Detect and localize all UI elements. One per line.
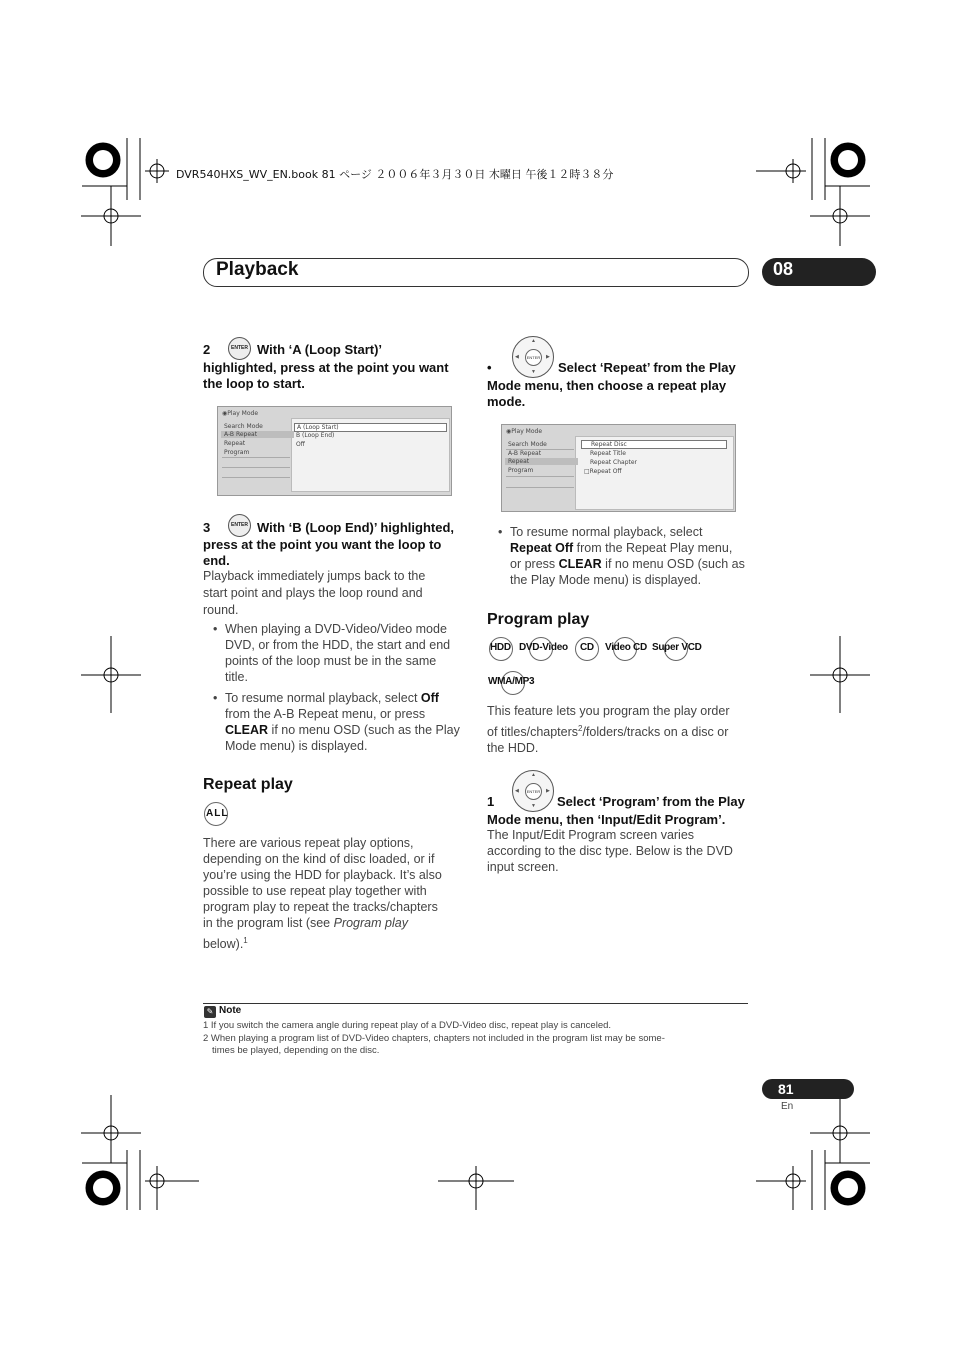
step3-text-line3: end.: [203, 553, 230, 568]
osd-item-search-mode: Search Mode: [508, 441, 547, 448]
osd-item-search-mode: Search Mode: [224, 423, 263, 430]
note-heading: Note: [219, 1005, 242, 1016]
osd-item-repeat: Repeat: [505, 458, 578, 465]
section-title: Playback: [216, 259, 299, 280]
page-number: 81: [778, 1081, 794, 1097]
osd-screen-repeat: [501, 424, 736, 512]
jog-dial-enter-icon: ▲ ▼ ◀ ▶ ENTER: [512, 770, 554, 812]
badge-dvd-video: DVD-Video: [519, 642, 568, 653]
bullet-dot: •: [213, 622, 218, 636]
bullet-same-title: When playing a DVD-Video/Video mode DVD, or from the HDD, the start and end points of the loop must be in the same title.: [225, 622, 451, 684]
footnote-2a: 2 When playing a program list of DVD-Video chapters, chapters not included in the program list may be some-: [203, 1033, 665, 1044]
osd-item-ab-repeat: A-B Repeat: [508, 450, 542, 457]
osd-option-a-loop-start: A (Loop Start): [294, 423, 447, 432]
osd-title: ◉Play Mode: [506, 428, 543, 435]
repeat-play-heading: Repeat play: [203, 776, 293, 793]
step1-text-line1: Select ‘Program’ from the Play: [557, 794, 745, 809]
repeat-body: There are various repeat play options, depending on the kind of disc loaded, or if you’re using the HDD for playback. It’s also possible to use repeat play together with program play to repeat the tracks/chapters in the program list (see Program play below).$^1$: [203, 836, 442, 952]
disc-icon: ◉: [506, 428, 512, 435]
page-number-tab: [762, 1079, 854, 1099]
footnote-2b: times be played, depending on the disc.: [212, 1045, 380, 1056]
osd-item-ab-repeat: A-B Repeat: [221, 431, 294, 438]
bullet-dot: •: [213, 691, 218, 705]
osd-item-program: Program: [224, 449, 250, 456]
osd-option-repeat-disc: Repeat Disc: [581, 440, 727, 449]
osd-screen-ab-repeat: [217, 406, 452, 496]
step3-number: 3: [203, 520, 211, 535]
step2-text-line1: With ‘A (Loop Start)’: [257, 342, 383, 357]
note-divider: [203, 1003, 748, 1004]
osd-title: ◉Play Mode: [222, 410, 259, 417]
program-play-heading: Program play: [487, 611, 590, 628]
page-language: En: [781, 1101, 794, 1112]
badge-hdd: HDD: [490, 642, 511, 653]
osd-item-program: Program: [508, 467, 534, 474]
badge-video-cd: Video CD: [605, 642, 647, 653]
step3-body: Playback immediately jumps back to the start point and plays the loop round and round.: [203, 569, 426, 617]
badge-cd: CD: [580, 642, 594, 653]
osd-option-repeat-chapter: Repeat Chapter: [590, 459, 638, 466]
print-slug-header: DVR540HXS_WV_EN.book 81 ページ ２００６年３月３０日 木曜日 午後１２時３８分: [176, 168, 614, 181]
disc-icon: ◉: [222, 410, 228, 417]
step2-number: 2: [203, 342, 211, 357]
step3-text-line1: With ‘B (Loop End)’ highlighted,: [257, 520, 455, 535]
bullet-resume-ab: To resume normal playback, select Off from the A-B Repeat menu, or press CLEAR if no menu OSD (such as the Play Mode menu) is displayed.: [225, 691, 460, 753]
program-body: This feature lets you program the play order of titles/chapters$^2$/folders/tracks on a disc or the HDD.: [487, 704, 730, 756]
enter-button-icon: ENTER: [228, 514, 251, 537]
step1-text-line2: Mode menu, then ‘Input/Edit Program’.: [487, 812, 726, 827]
pencil-note-icon: ✎: [204, 1006, 216, 1018]
osd-item-repeat: Repeat: [224, 440, 246, 447]
select-repeat-line1: Select ‘Repeat’ from the Play: [558, 360, 736, 375]
enter-button-icon: ENTER: [228, 337, 251, 360]
select-repeat-line2: Mode menu, then choose a repeat play: [487, 378, 727, 393]
bullet-dot: •: [487, 360, 492, 375]
osd-option-b-loop-end: B (Loop End): [296, 432, 335, 439]
osd-option-repeat-off: □Repeat Off: [584, 468, 622, 475]
chapter-number: 08: [773, 259, 794, 279]
badge-wma-mp3: WMA/MP3: [488, 676, 535, 687]
osd-option-off: Off: [296, 441, 305, 448]
step1-number: 1: [487, 794, 495, 809]
footnote-1: 1 If you switch the camera angle during repeat play of a DVD-Video disc, repeat play is canceled.: [203, 1020, 612, 1031]
step2-text-line2: highlighted, press at the point you want: [203, 360, 449, 375]
step2-text-line3: the loop to start.: [203, 376, 305, 391]
jog-dial-enter-icon: ▲ ▼ ◀ ▶ ENTER: [512, 336, 554, 378]
bullet-resume-repeat: To resume normal playback, select Repeat Off from the Repeat Play menu, or press CLEAR if no menu OSD (such as the Play Mode menu) is displayed.: [510, 525, 745, 587]
badge-super-vcd: Super VCD: [652, 642, 702, 653]
all-badge: ALL: [206, 808, 229, 819]
step3-text-line2: press at the point you want the loop to: [203, 537, 442, 552]
bullet-dot: •: [498, 525, 503, 539]
step1-body: The Input/Edit Program screen varies according to the disc type. Below is the DVD input screen.: [487, 828, 733, 874]
select-repeat-line3: mode.: [487, 394, 526, 409]
osd-option-repeat-title: Repeat Title: [590, 450, 626, 457]
